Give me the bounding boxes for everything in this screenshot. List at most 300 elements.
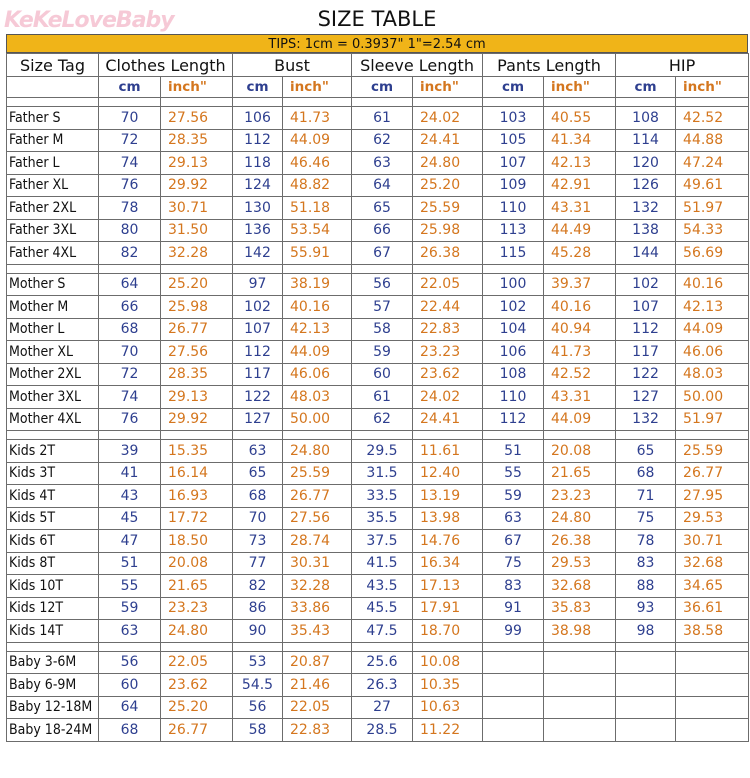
unit-header-row (7, 77, 749, 98)
bust-inch-cell: 41.73 (283, 107, 352, 130)
clothes-length-inch-cell: 24.80 (161, 620, 233, 643)
spacer-cell (233, 264, 283, 273)
bust-inch-cell: 22.83 (283, 719, 352, 742)
spacer-cell (676, 642, 749, 651)
clothes-length-cm-cell: 64 (99, 273, 161, 296)
sleeve-length-cm-cell: 33.5 (352, 485, 413, 508)
table-row (7, 440, 749, 463)
sleeve-length-inch-cell: 24.41 (413, 129, 483, 152)
hip-cm-cell: 132 (616, 408, 676, 431)
sleeve-length-inch-cell: 26.38 (413, 242, 483, 265)
sleeve-length-cm-cell: 56 (352, 273, 413, 296)
pants-length-inch-cell: 24.80 (544, 507, 616, 530)
pants-length-cm-cell: 83 (483, 575, 544, 598)
hip-inch-cell: 54.33 (676, 219, 749, 242)
bust-cm-cell: 70 (233, 507, 283, 530)
clothes-length-inch-cell: 25.98 (161, 296, 233, 319)
size-tag-cell: Baby 6-9M (7, 674, 99, 697)
table-row (7, 507, 749, 530)
bust-cm-cell: 118 (233, 152, 283, 175)
size-tag-cell: Baby 12-18M (7, 696, 99, 719)
pants-length-inch-cell: 23.23 (544, 485, 616, 508)
table-row (7, 219, 749, 242)
pants-length-cm-cell (483, 674, 544, 697)
table-row (7, 674, 749, 697)
hip-inch-cell: 38.58 (676, 620, 749, 643)
pants-length-cm-cell: 109 (483, 174, 544, 197)
hip-cm-cell: 122 (616, 363, 676, 386)
spacer-cell (483, 642, 544, 651)
size-tag-cell: Kids 2T (7, 440, 99, 463)
table-row (7, 242, 749, 265)
pants-length-inch-cell: 43.31 (544, 386, 616, 409)
bust-cm-cell: 136 (233, 219, 283, 242)
clothes-length-inch-cell: 18.50 (161, 530, 233, 553)
hip-cm-cell (616, 674, 676, 697)
table-row (7, 651, 749, 674)
clothes-length-inch-cell: 21.65 (161, 575, 233, 598)
hip-inch-cell: 51.97 (676, 197, 749, 220)
sleeve-length-inch-cell: 10.35 (413, 674, 483, 697)
bust-inch-cell: 28.74 (283, 530, 352, 553)
sleeve-length-inch-cell: 13.19 (413, 485, 483, 508)
hip-cm-cell: 126 (616, 174, 676, 197)
size-tag-cell: Kids 14T (7, 620, 99, 643)
table-row (7, 107, 749, 130)
pants-length-cm-cell: 99 (483, 620, 544, 643)
brand-watermark-logo: KeKeLoveBaby (4, 8, 174, 33)
bust-cm-cell: 56 (233, 696, 283, 719)
table-row (7, 408, 749, 431)
hip-cm-cell: 117 (616, 341, 676, 364)
table-row (7, 273, 749, 296)
sleeve-length-inch-cell: 23.62 (413, 363, 483, 386)
pants-length-inch-cell: 21.65 (544, 462, 616, 485)
pants-length-cm-cell (483, 719, 544, 742)
sleeve-length-inch-cell: 11.22 (413, 719, 483, 742)
hip-cm-cell: 71 (616, 485, 676, 508)
size-tag-cell: Father 2XL (7, 197, 99, 220)
size-tag-cell: Kids 12T (7, 597, 99, 620)
pants-length-inch-cell (544, 696, 616, 719)
spacer-cell (99, 98, 161, 107)
hip-inch-cell: 26.77 (676, 462, 749, 485)
bust-cm-cell: 112 (233, 341, 283, 364)
hip-inch-cell: 40.16 (676, 273, 749, 296)
spacer-cell (483, 98, 544, 107)
pants-length-cm-cell (483, 651, 544, 674)
hip-cm-cell: 120 (616, 152, 676, 175)
bust-cm-cell: 127 (233, 408, 283, 431)
clothes-length-inch-cell: 29.13 (161, 386, 233, 409)
spacer-cell (616, 264, 676, 273)
size-tag-cell: Kids 4T (7, 485, 99, 508)
clothes-length-inch-cell: 20.08 (161, 552, 233, 575)
spacer-cell (544, 431, 616, 440)
spacer-cell (7, 431, 99, 440)
bust-cm-cell: 107 (233, 318, 283, 341)
spacer-cell (233, 98, 283, 107)
bust-inch-cell: 30.31 (283, 552, 352, 575)
size-tag-cell: Kids 10T (7, 575, 99, 598)
table-row (7, 719, 749, 742)
hip-cm-cell: 98 (616, 620, 676, 643)
size-tag-cell: Kids 6T (7, 530, 99, 553)
size-tag-cell: Father L (7, 152, 99, 175)
spacer-cell (616, 98, 676, 107)
pants-length-cm-cell: 67 (483, 530, 544, 553)
sleeve-length-cm-cell: 26.3 (352, 674, 413, 697)
hip-inch-cell: 47.24 (676, 152, 749, 175)
pants-length-inch-cell: 43.31 (544, 197, 616, 220)
spacer-cell (544, 642, 616, 651)
pants-length-inch-cell (544, 674, 616, 697)
sleeve-length-inch-cell: 25.98 (413, 219, 483, 242)
unit-inch: inch" (283, 77, 352, 98)
tips-banner: TIPS: 1cm = 0.3937" 1"=2.54 cm (6, 34, 748, 53)
sleeve-length-cm-cell: 29.5 (352, 440, 413, 463)
sleeve-length-inch-cell: 25.20 (413, 174, 483, 197)
hip-cm-cell (616, 719, 676, 742)
clothes-length-cm-cell: 60 (99, 674, 161, 697)
pants-length-inch-cell: 35.83 (544, 597, 616, 620)
spacer-cell (161, 264, 233, 273)
page-title: SIZE TABLE (317, 7, 437, 31)
hip-cm-cell: 138 (616, 219, 676, 242)
clothes-length-inch-cell: 29.92 (161, 408, 233, 431)
unit-inch: inch" (676, 77, 749, 98)
hip-cm-cell: 78 (616, 530, 676, 553)
bust-cm-cell: 82 (233, 575, 283, 598)
size-tag-cell: Mother 4XL (7, 408, 99, 431)
table-row (7, 575, 749, 598)
table-row (7, 485, 749, 508)
clothes-length-cm-cell: 41 (99, 462, 161, 485)
clothes-length-inch-cell: 25.20 (161, 696, 233, 719)
clothes-length-cm-cell: 66 (99, 296, 161, 319)
sleeve-length-cm-cell: 58 (352, 318, 413, 341)
spacer-cell (161, 98, 233, 107)
size-tag-cell: Father 4XL (7, 242, 99, 265)
pants-length-inch-cell (544, 719, 616, 742)
sleeve-length-cm-cell: 41.5 (352, 552, 413, 575)
hip-cm-cell: 68 (616, 462, 676, 485)
size-tag-cell: Mother M (7, 296, 99, 319)
pants-length-inch-cell: 41.34 (544, 129, 616, 152)
bust-inch-cell: 35.43 (283, 620, 352, 643)
pants-length-inch-cell: 29.53 (544, 552, 616, 575)
table-row (7, 296, 749, 319)
size-tag-cell: Kids 3T (7, 462, 99, 485)
header-hip: HIP (616, 54, 749, 77)
pants-length-cm-cell: 112 (483, 408, 544, 431)
spacer-cell (161, 642, 233, 651)
spacer-cell (544, 264, 616, 273)
bust-cm-cell: 90 (233, 620, 283, 643)
unit-cm: cm (99, 77, 161, 98)
pants-length-cm-cell: 75 (483, 552, 544, 575)
pants-length-cm-cell: 110 (483, 197, 544, 220)
hip-inch-cell: 51.97 (676, 408, 749, 431)
clothes-length-cm-cell: 78 (99, 197, 161, 220)
hip-inch-cell: 48.03 (676, 363, 749, 386)
unit-cm: cm (616, 77, 676, 98)
bust-cm-cell: 102 (233, 296, 283, 319)
bust-cm-cell: 122 (233, 386, 283, 409)
sleeve-length-cm-cell: 62 (352, 408, 413, 431)
hip-inch-cell: 56.69 (676, 242, 749, 265)
hip-inch-cell: 44.09 (676, 318, 749, 341)
sleeve-length-inch-cell: 12.40 (413, 462, 483, 485)
clothes-length-inch-cell: 16.14 (161, 462, 233, 485)
sleeve-length-cm-cell: 25.6 (352, 651, 413, 674)
hip-cm-cell: 127 (616, 386, 676, 409)
group-spacer-row (7, 264, 749, 273)
pants-length-inch-cell (544, 651, 616, 674)
clothes-length-cm-cell: 68 (99, 318, 161, 341)
sleeve-length-inch-cell: 24.41 (413, 408, 483, 431)
table-row (7, 696, 749, 719)
hip-cm-cell: 114 (616, 129, 676, 152)
clothes-length-cm-cell: 47 (99, 530, 161, 553)
pants-length-cm-cell: 55 (483, 462, 544, 485)
hip-cm-cell: 65 (616, 440, 676, 463)
size-tag-cell: Kids 8T (7, 552, 99, 575)
spacer-cell (283, 431, 352, 440)
spacer-cell (99, 642, 161, 651)
spacer-cell (544, 98, 616, 107)
pants-length-cm-cell: 106 (483, 341, 544, 364)
clothes-length-cm-cell: 80 (99, 219, 161, 242)
header-clothes-length: Clothes Length (99, 54, 233, 77)
bust-inch-cell: 50.00 (283, 408, 352, 431)
pants-length-inch-cell: 42.13 (544, 152, 616, 175)
spacer-cell (352, 642, 413, 651)
clothes-length-cm-cell: 59 (99, 597, 161, 620)
pants-length-inch-cell: 40.16 (544, 296, 616, 319)
hip-inch-cell: 27.95 (676, 485, 749, 508)
table-row (7, 152, 749, 175)
group-spacer-row (7, 431, 749, 440)
hip-cm-cell: 144 (616, 242, 676, 265)
table-row (7, 197, 749, 220)
sleeve-length-inch-cell: 10.08 (413, 651, 483, 674)
size-table-body (7, 98, 749, 742)
clothes-length-cm-cell: 63 (99, 620, 161, 643)
pants-length-cm-cell: 51 (483, 440, 544, 463)
table-row (7, 462, 749, 485)
hip-cm-cell: 102 (616, 273, 676, 296)
table-row (7, 318, 749, 341)
size-tag-cell: Mother 2XL (7, 363, 99, 386)
clothes-length-inch-cell: 27.56 (161, 341, 233, 364)
bust-inch-cell: 51.18 (283, 197, 352, 220)
bust-cm-cell: 63 (233, 440, 283, 463)
table-row (7, 620, 749, 643)
bust-inch-cell: 46.46 (283, 152, 352, 175)
sleeve-length-inch-cell: 24.02 (413, 107, 483, 130)
bust-cm-cell: 124 (233, 174, 283, 197)
sleeve-length-cm-cell: 37.5 (352, 530, 413, 553)
spacer-cell (99, 264, 161, 273)
sleeve-length-inch-cell: 22.83 (413, 318, 483, 341)
bust-inch-cell: 26.77 (283, 485, 352, 508)
bust-inch-cell: 27.56 (283, 507, 352, 530)
hip-inch-cell (676, 674, 749, 697)
sleeve-length-cm-cell: 27 (352, 696, 413, 719)
bust-cm-cell: 117 (233, 363, 283, 386)
bust-inch-cell: 42.13 (283, 318, 352, 341)
bust-inch-cell: 44.09 (283, 129, 352, 152)
clothes-length-cm-cell: 64 (99, 696, 161, 719)
clothes-length-inch-cell: 28.35 (161, 363, 233, 386)
hip-inch-cell: 49.61 (676, 174, 749, 197)
hip-cm-cell: 83 (616, 552, 676, 575)
spacer-cell (413, 431, 483, 440)
bust-inch-cell: 44.09 (283, 341, 352, 364)
clothes-length-cm-cell: 39 (99, 440, 161, 463)
spacer-cell (616, 431, 676, 440)
clothes-length-inch-cell: 25.20 (161, 273, 233, 296)
unit-cm: cm (483, 77, 544, 98)
clothes-length-inch-cell: 26.77 (161, 719, 233, 742)
spacer-cell (7, 642, 99, 651)
spacer-cell (676, 98, 749, 107)
bust-inch-cell: 53.54 (283, 219, 352, 242)
table-row (7, 552, 749, 575)
unit-inch: inch" (413, 77, 483, 98)
clothes-length-cm-cell: 72 (99, 363, 161, 386)
spacer-cell (283, 98, 352, 107)
header-size-tag: Size Tag (7, 54, 99, 77)
clothes-length-cm-cell: 76 (99, 408, 161, 431)
hip-cm-cell: 88 (616, 575, 676, 598)
spacer-cell (161, 431, 233, 440)
sleeve-length-cm-cell: 63 (352, 152, 413, 175)
sleeve-length-cm-cell: 66 (352, 219, 413, 242)
sleeve-length-inch-cell: 17.13 (413, 575, 483, 598)
pants-length-inch-cell: 42.52 (544, 363, 616, 386)
clothes-length-cm-cell: 56 (99, 651, 161, 674)
unit-cell-blank (7, 77, 99, 98)
bust-inch-cell: 33.86 (283, 597, 352, 620)
bust-inch-cell: 21.46 (283, 674, 352, 697)
sleeve-length-inch-cell: 22.44 (413, 296, 483, 319)
spacer-cell (483, 264, 544, 273)
clothes-length-cm-cell: 68 (99, 719, 161, 742)
header-bust: Bust (233, 54, 352, 77)
hip-inch-cell: 30.71 (676, 530, 749, 553)
clothes-length-inch-cell: 17.72 (161, 507, 233, 530)
size-tag-cell: Mother L (7, 318, 99, 341)
sleeve-length-cm-cell: 43.5 (352, 575, 413, 598)
spacer-cell (413, 264, 483, 273)
spacer-cell (352, 431, 413, 440)
clothes-length-cm-cell: 74 (99, 152, 161, 175)
clothes-length-cm-cell: 70 (99, 107, 161, 130)
hip-cm-cell (616, 651, 676, 674)
hip-inch-cell: 25.59 (676, 440, 749, 463)
sleeve-length-inch-cell: 14.76 (413, 530, 483, 553)
spacer-cell (352, 98, 413, 107)
hip-inch-cell: 32.68 (676, 552, 749, 575)
sleeve-length-cm-cell: 67 (352, 242, 413, 265)
spacer-cell (413, 642, 483, 651)
group-spacer-row (7, 98, 749, 107)
hip-cm-cell: 132 (616, 197, 676, 220)
spacer-cell (7, 98, 99, 107)
bust-cm-cell: 54.5 (233, 674, 283, 697)
hip-inch-cell (676, 696, 749, 719)
sleeve-length-cm-cell: 62 (352, 129, 413, 152)
sleeve-length-cm-cell: 64 (352, 174, 413, 197)
clothes-length-cm-cell: 74 (99, 386, 161, 409)
column-header-row (7, 54, 749, 77)
sleeve-length-cm-cell: 61 (352, 386, 413, 409)
clothes-length-inch-cell: 31.50 (161, 219, 233, 242)
clothes-length-inch-cell: 27.56 (161, 107, 233, 130)
sleeve-length-cm-cell: 28.5 (352, 719, 413, 742)
bust-inch-cell: 48.82 (283, 174, 352, 197)
table-row (7, 530, 749, 553)
size-tag-cell: Baby 3-6M (7, 651, 99, 674)
hip-cm-cell: 75 (616, 507, 676, 530)
size-tag-cell: Baby 18-24M (7, 719, 99, 742)
clothes-length-cm-cell: 43 (99, 485, 161, 508)
size-tag-cell: Father 3XL (7, 219, 99, 242)
size-tag-cell: Father M (7, 129, 99, 152)
hip-inch-cell: 44.88 (676, 129, 749, 152)
sleeve-length-cm-cell: 31.5 (352, 462, 413, 485)
pants-length-cm-cell: 102 (483, 296, 544, 319)
clothes-length-cm-cell: 72 (99, 129, 161, 152)
bust-cm-cell: 86 (233, 597, 283, 620)
sleeve-length-cm-cell: 65 (352, 197, 413, 220)
sleeve-length-cm-cell: 60 (352, 363, 413, 386)
bust-inch-cell: 38.19 (283, 273, 352, 296)
spacer-cell (233, 431, 283, 440)
pants-length-inch-cell: 38.98 (544, 620, 616, 643)
clothes-length-inch-cell: 22.05 (161, 651, 233, 674)
clothes-length-cm-cell: 70 (99, 341, 161, 364)
pants-length-cm-cell: 105 (483, 129, 544, 152)
group-spacer-row (7, 642, 749, 651)
clothes-length-inch-cell: 28.35 (161, 129, 233, 152)
spacer-cell (283, 642, 352, 651)
spacer-cell (616, 642, 676, 651)
size-tag-cell: Father XL (7, 174, 99, 197)
clothes-length-inch-cell: 23.62 (161, 674, 233, 697)
hip-cm-cell (616, 696, 676, 719)
bust-cm-cell: 77 (233, 552, 283, 575)
sleeve-length-inch-cell: 16.34 (413, 552, 483, 575)
bust-cm-cell: 73 (233, 530, 283, 553)
bust-cm-cell: 68 (233, 485, 283, 508)
sleeve-length-inch-cell: 23.23 (413, 341, 483, 364)
sleeve-length-cm-cell: 47.5 (352, 620, 413, 643)
pants-length-cm-cell: 63 (483, 507, 544, 530)
table-row (7, 386, 749, 409)
size-tag-cell: Father S (7, 107, 99, 130)
sleeve-length-cm-cell: 61 (352, 107, 413, 130)
bust-inch-cell: 22.05 (283, 696, 352, 719)
pants-length-cm-cell: 108 (483, 363, 544, 386)
bust-inch-cell: 40.16 (283, 296, 352, 319)
unit-inch: inch" (161, 77, 233, 98)
pants-length-cm-cell: 100 (483, 273, 544, 296)
clothes-length-inch-cell: 30.71 (161, 197, 233, 220)
pants-length-inch-cell: 26.38 (544, 530, 616, 553)
